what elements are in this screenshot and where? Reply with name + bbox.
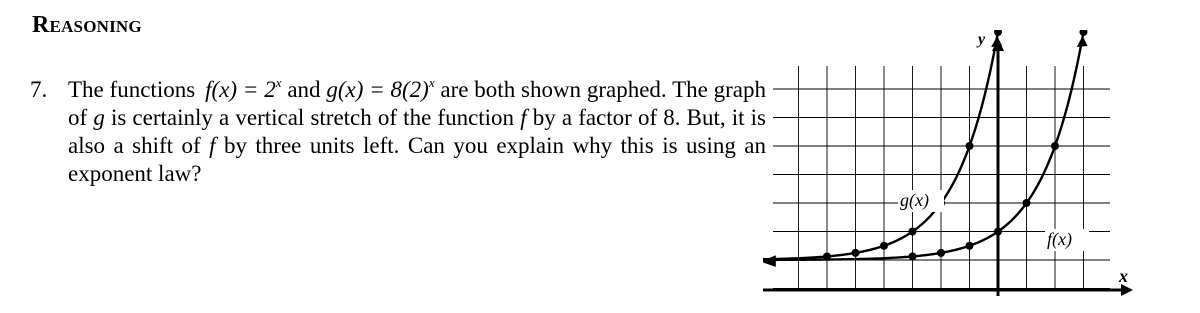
line1-end-text: are both shown graphed.	[440, 77, 667, 102]
f-data-point	[909, 252, 917, 260]
f-name: f	[520, 105, 527, 130]
problem-7	[30, 76, 766, 188]
g-name: g	[93, 105, 105, 130]
problem-number: 7.	[30, 77, 48, 102]
graph-of-text: The graph of	[68, 77, 767, 130]
g-data-point	[909, 228, 917, 236]
g-curve-label: g(x)	[900, 190, 929, 210]
exponential-graph	[755, 30, 1145, 310]
f-curve-left-arrow	[761, 256, 775, 267]
curve-points	[823, 30, 1088, 260]
f-data-point	[1080, 30, 1088, 36]
intro-text: The functions	[68, 77, 196, 102]
y-axis-label: y	[978, 31, 986, 48]
g-data-point	[880, 242, 888, 250]
vertical-stretch-text: is certainly a vertical stretch of the function	[110, 105, 515, 130]
factor-text: by a factor of 8. But, it is also a shift of	[68, 105, 767, 158]
f-name-2: f	[209, 133, 216, 158]
g-data-point	[823, 252, 831, 260]
f-curve-label: f(x)	[1047, 229, 1072, 249]
f-data-point	[937, 249, 945, 257]
x-axis-label: x	[1119, 266, 1128, 286]
f-exponent: x	[275, 75, 282, 90]
f-data-point	[994, 228, 1002, 236]
f-data-point	[1051, 142, 1059, 150]
f-definition: f(x) = 2	[205, 77, 276, 102]
conjunction-text: and	[287, 77, 321, 102]
g-data-point	[852, 249, 860, 257]
g-data-point	[994, 30, 1002, 36]
g-exponent: x	[428, 75, 435, 90]
f-data-point	[1023, 199, 1031, 207]
section-heading: Reasoning	[32, 12, 142, 38]
g-data-point	[966, 142, 974, 150]
question-text: by three units left. Can you explain why this is using an exponent law?	[68, 133, 767, 186]
g-definition: g(x) = 8(2)	[326, 77, 429, 102]
g-curve-arrow	[991, 36, 1002, 47]
f-data-point	[966, 242, 974, 250]
problem-text	[68, 76, 766, 188]
f-curve-arrow	[1077, 36, 1088, 47]
graph-labels	[898, 31, 1128, 286]
